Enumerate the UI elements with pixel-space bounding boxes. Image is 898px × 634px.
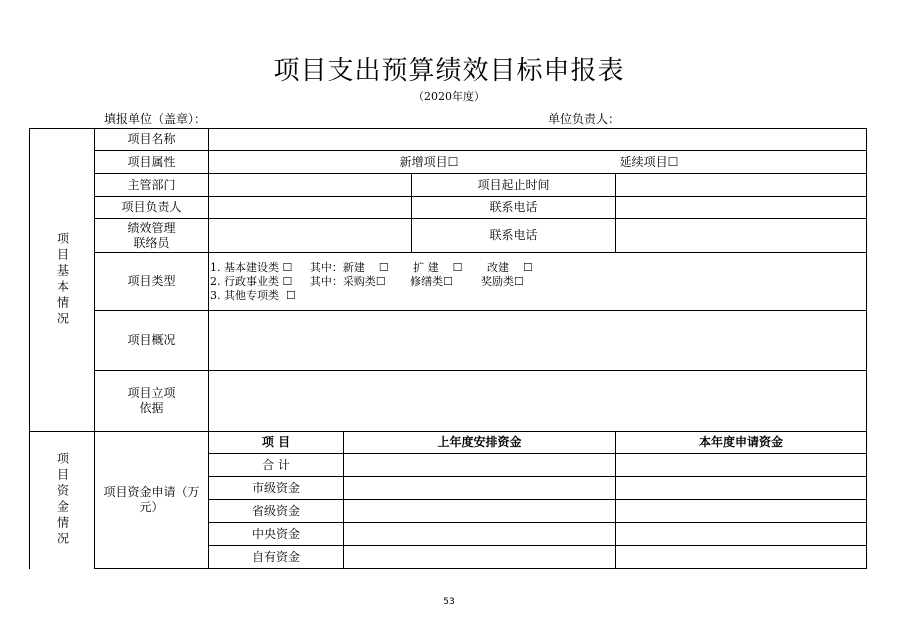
fund-apply-label: 项目资金申请（万 元） xyxy=(103,485,200,514)
project-name-field[interactable] xyxy=(209,129,866,150)
fund-row-label: 中央资金 xyxy=(251,526,300,541)
period-field[interactable] xyxy=(616,174,866,196)
section-basic-info-cell xyxy=(30,129,94,431)
dept-label: 主管部门 xyxy=(127,177,176,192)
type-option-line-1[interactable]: 1. 基本建设类 ☐ 其中：新建 ☐ 扩 建 ☐ 改建 ☐ xyxy=(210,261,533,274)
leader-field[interactable] xyxy=(209,197,411,218)
phone-field[interactable] xyxy=(616,197,866,218)
document-title: 项目支出预算绩效目标申报表 xyxy=(273,56,625,86)
table-border-right xyxy=(866,128,867,569)
application-form-table xyxy=(29,128,867,569)
perf-contact-label: 绩效管理 联络员 xyxy=(127,220,176,250)
perf-phone-label: 联系电话 xyxy=(489,228,538,242)
project-type-options[interactable] xyxy=(210,261,533,303)
project-type-label: 项目类型 xyxy=(127,274,176,288)
new-project-checkbox[interactable]: 新增项目☐ xyxy=(399,154,459,169)
fund-row-label: 自有资金 xyxy=(251,549,300,564)
overview-label: 项目概况 xyxy=(127,333,176,347)
period-label: 项目起止时间 xyxy=(477,177,550,192)
phone-label: 联系电话 xyxy=(489,200,538,214)
fund-row-label: 市级资金 xyxy=(251,480,300,495)
fund-row-label: 合 计 xyxy=(262,457,290,472)
col-header-item: 项 目 xyxy=(261,435,291,449)
basis-field[interactable] xyxy=(209,371,866,431)
perf-phone-field[interactable] xyxy=(616,219,866,252)
leader-label: 项目负责人 xyxy=(121,200,182,214)
filler-unit-label: 填报单位（盖章）： xyxy=(104,112,207,126)
basis-label: 项目立项 依据 xyxy=(127,386,176,415)
project-attr-label: 项目属性 xyxy=(127,154,176,169)
row-line xyxy=(94,252,867,253)
section-funds-label: 项目资金情况 xyxy=(55,452,70,548)
continue-project-checkbox[interactable]: 延续项目☐ xyxy=(619,154,679,169)
perf-contact-field[interactable] xyxy=(209,219,411,252)
dept-field[interactable] xyxy=(209,174,411,196)
fund-row-label: 省级资金 xyxy=(251,503,300,518)
overview-field[interactable] xyxy=(209,311,866,370)
col-header-this-year: 本年度申请资金 xyxy=(698,435,783,449)
unit-leader-label: 单位负责人： xyxy=(548,112,621,126)
project-name-label: 项目名称 xyxy=(127,132,176,146)
page-number: 53 xyxy=(443,597,455,607)
section-funds-cell xyxy=(30,432,94,568)
fiscal-year: （2020年度） xyxy=(413,90,485,103)
row-line xyxy=(94,150,867,151)
type-option-line-2[interactable]: 2. 行政事业类 ☐ 其中：采购类☐ 修缮类☐ 奖励类☐ xyxy=(210,275,524,288)
type-option-line-3[interactable]: 3. 其他专项类 ☐ xyxy=(210,289,296,302)
table-border-bottom xyxy=(94,568,867,569)
col-header-last-year: 上年度安排资金 xyxy=(437,435,522,449)
section-basic-info-label: 项目基本情况 xyxy=(55,232,70,328)
